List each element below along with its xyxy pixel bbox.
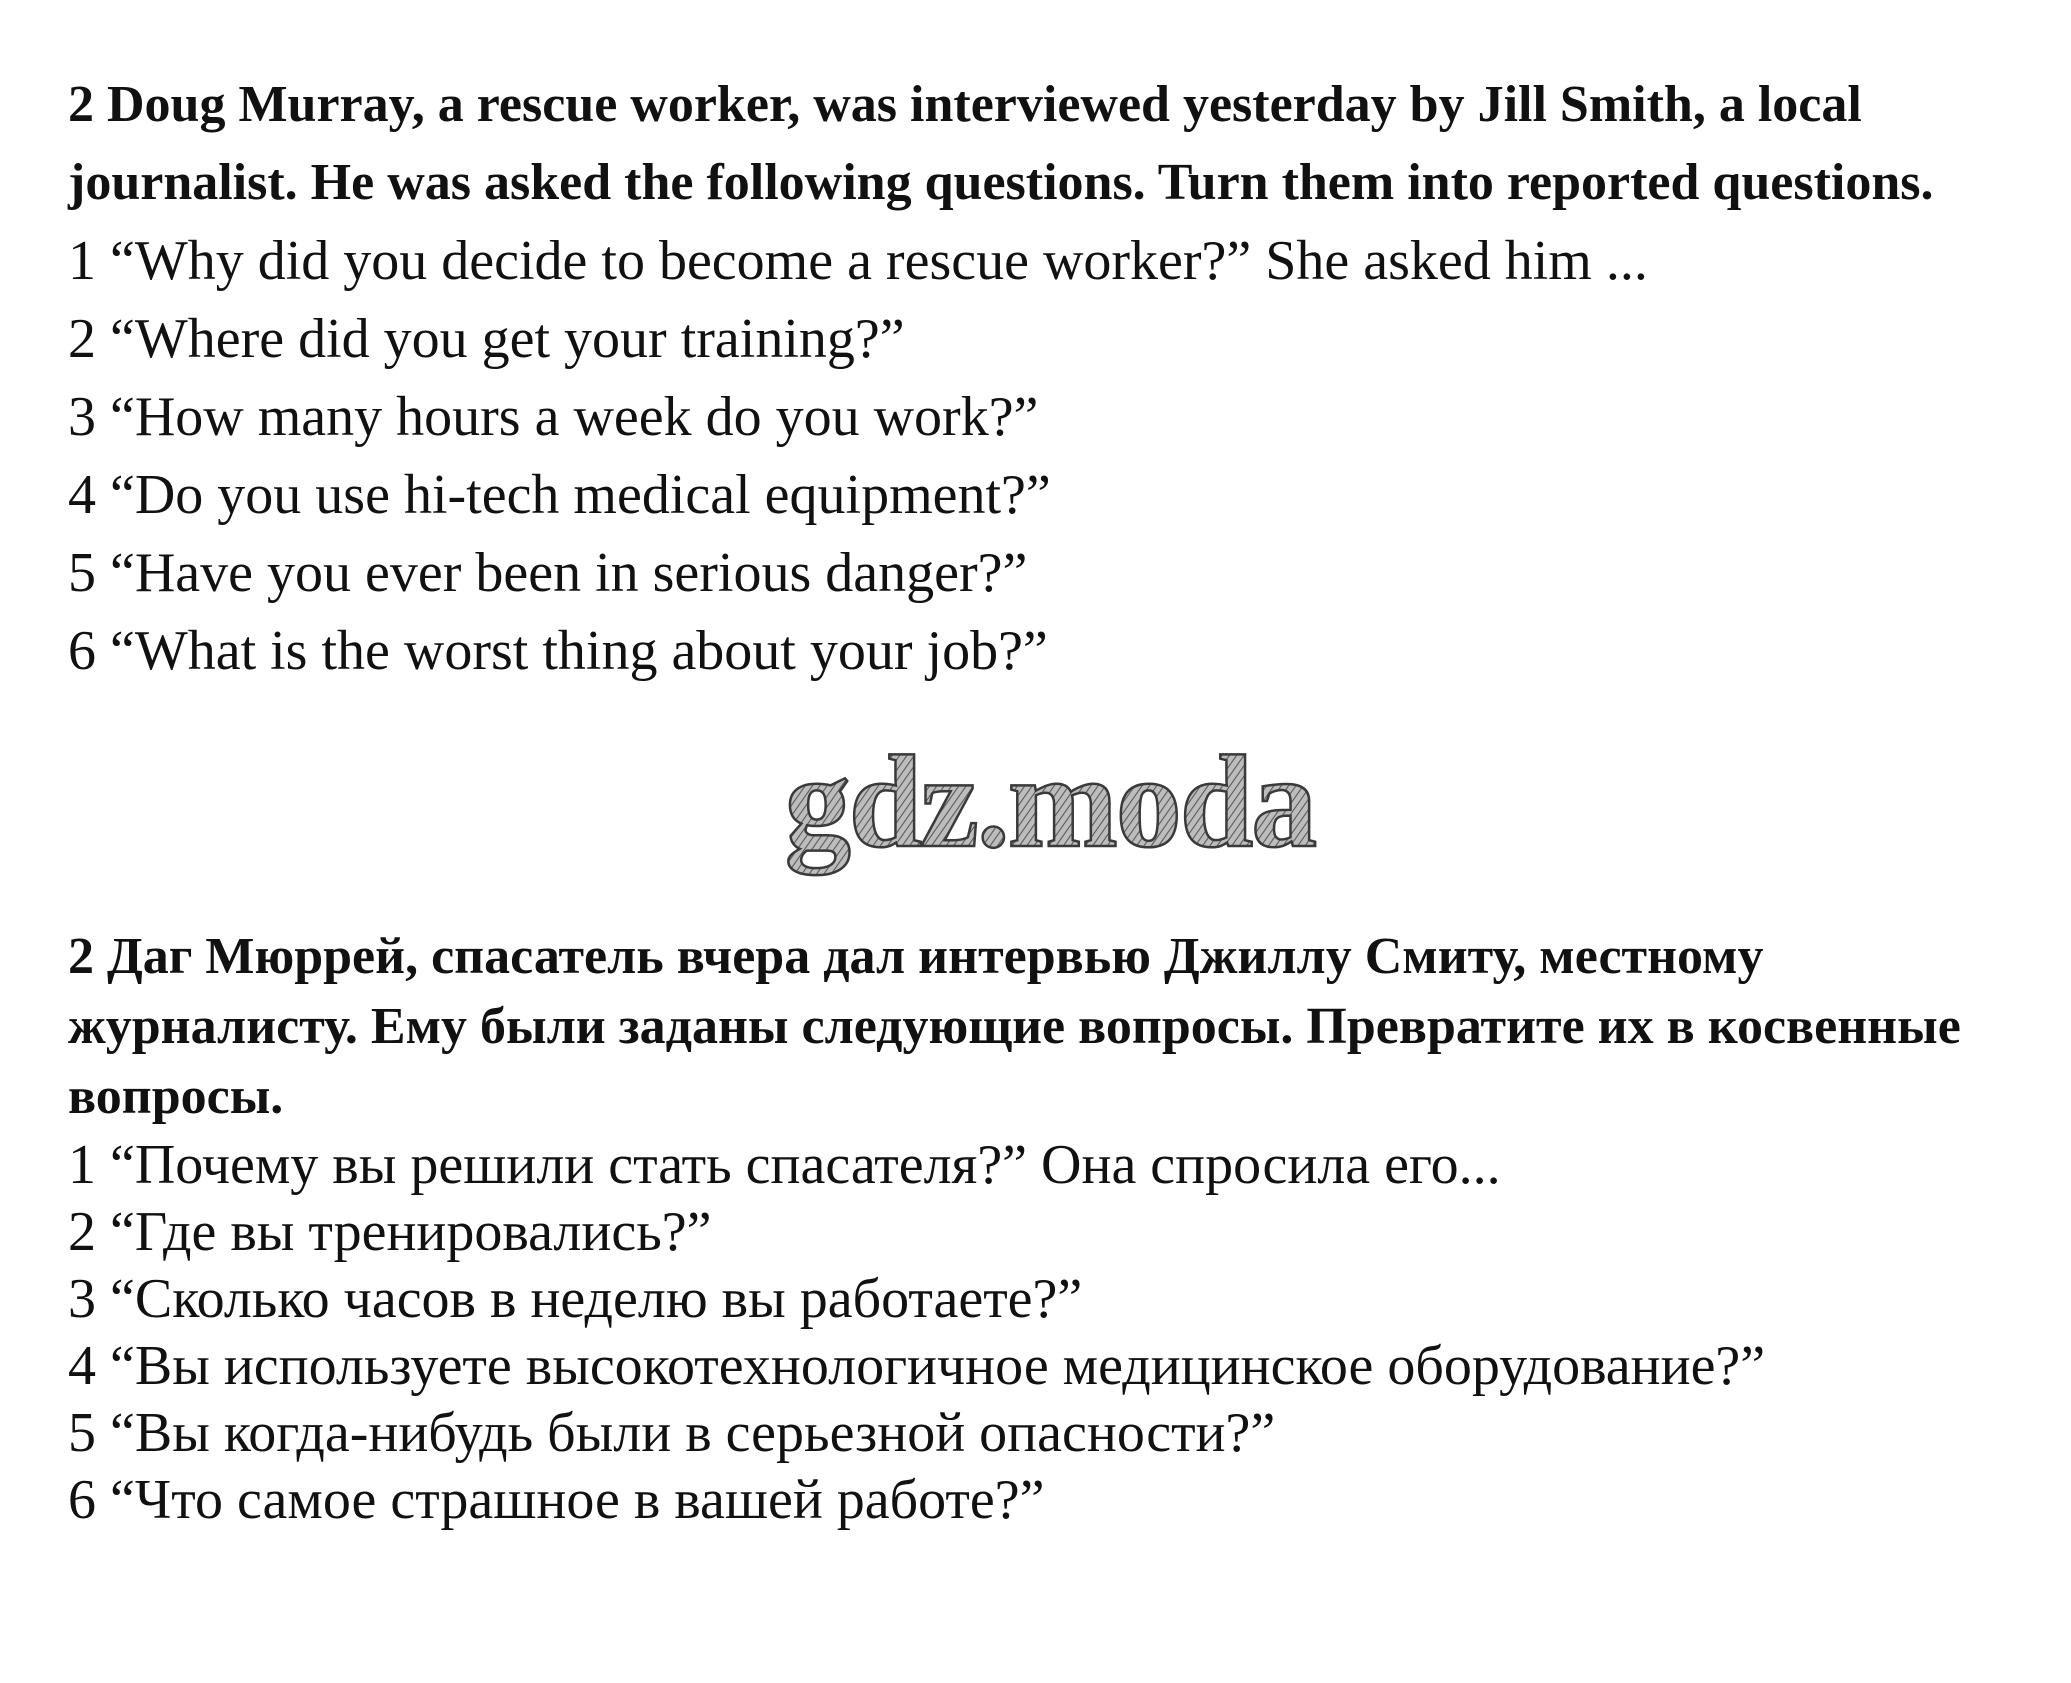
item-text: “Have you ever been in serious danger?” (110, 542, 1028, 604)
watermark-text: gdz.moda (784, 738, 1316, 875)
list-item (68, 222, 2028, 300)
list-item (68, 612, 2028, 690)
list-item (68, 1266, 2028, 1333)
item-number: 3 (68, 1268, 96, 1330)
item-number: 2 (68, 308, 96, 370)
item-text: “Where did you get your training?” (110, 308, 905, 370)
list-item (68, 300, 2028, 378)
list-item (68, 1199, 2028, 1266)
item-number: 5 (68, 1402, 96, 1464)
item-number: 6 (68, 620, 96, 682)
russian-heading: 2 Даг Мюррей, спасатель вчера дал интервью Джиллу Смиту, местному журналисту. Ему были заданы следующие вопросы. Превратите их в косвенные вопросы. (68, 928, 1961, 1125)
item-number: 4 (68, 1335, 96, 1397)
list-item (68, 378, 2028, 456)
item-number: 5 (68, 542, 96, 604)
watermark-logo (750, 738, 1350, 888)
english-exercise (68, 66, 2028, 690)
item-text: “What is the worst thing about your job?” (110, 620, 1048, 682)
russian-question-list (68, 1132, 2028, 1534)
english-question-list (68, 222, 2028, 690)
item-text: “How many hours a week do you work?” (110, 386, 1039, 448)
list-item (68, 1132, 2028, 1199)
item-text: “Почему вы решили стать спасателя?” Она спросила его... (110, 1134, 1501, 1196)
list-item (68, 534, 2028, 612)
list-item (68, 1467, 2028, 1534)
item-text: “Вы используете высокотехнологичное медицинское оборудование?” (110, 1335, 1766, 1397)
english-heading: 2 Doug Murray, a rescue worker, was interviewed yesterday by Jill Smith, a local journalist. He was asked the following questions. Turn them into reported questions. (68, 76, 1934, 211)
item-text: “Что самое страшное в вашей работе?” (110, 1469, 1045, 1531)
item-text: “Сколько часов в неделю вы работаете?” (110, 1268, 1083, 1330)
item-number: 1 (68, 1134, 96, 1196)
item-number: 4 (68, 464, 96, 526)
item-text: “Do you use hi-tech medical equipment?” (110, 464, 1051, 526)
list-item (68, 456, 2028, 534)
item-text: “Где вы тренировались?” (110, 1201, 712, 1263)
list-item (68, 1400, 2028, 1467)
item-number: 1 (68, 230, 96, 292)
item-text: “Вы когда-нибудь были в серьезной опасности?” (110, 1402, 1276, 1464)
item-number: 2 (68, 1201, 96, 1263)
item-number: 6 (68, 1469, 96, 1531)
list-item (68, 1333, 2028, 1400)
item-text: “Why did you decide to become a rescue worker?” She asked him ... (110, 230, 1648, 292)
item-number: 3 (68, 386, 96, 448)
russian-exercise (68, 922, 2028, 1534)
